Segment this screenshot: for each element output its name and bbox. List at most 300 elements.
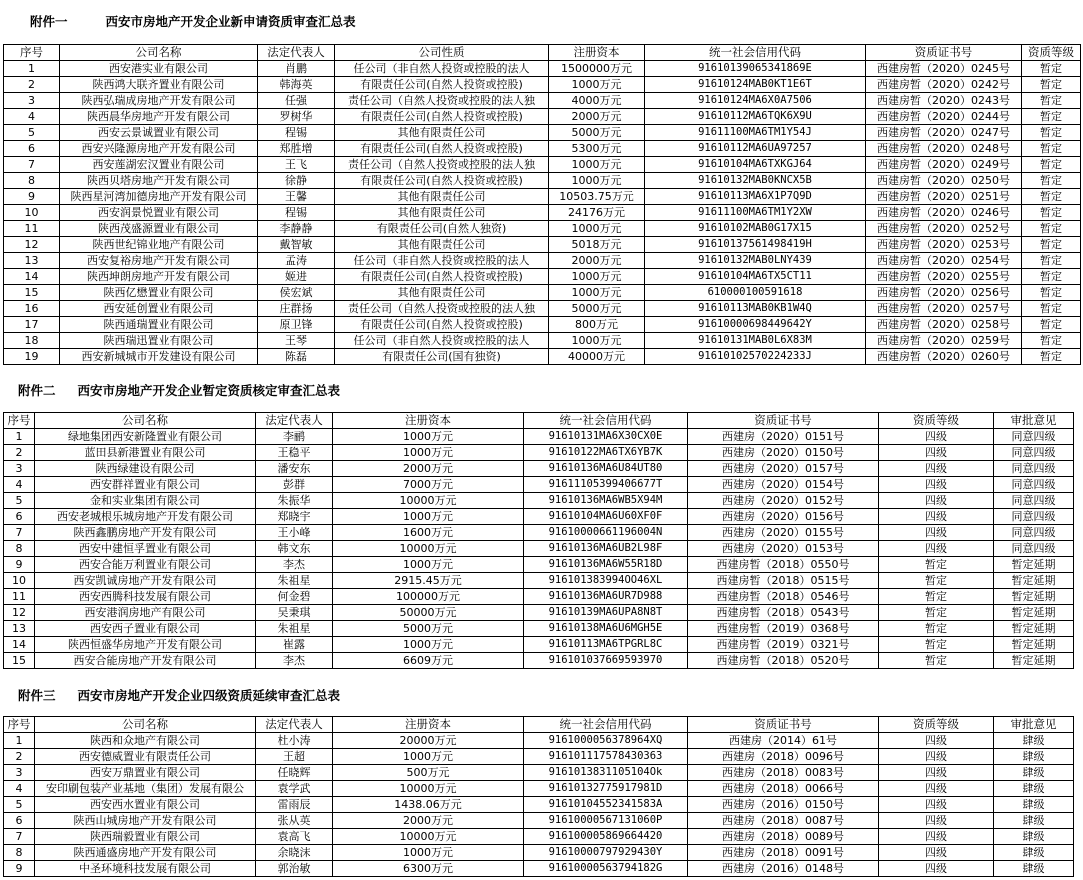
table-cell: 91610113MA6X1P7Q9D bbox=[645, 189, 866, 205]
table-cell: 四级 bbox=[879, 733, 994, 749]
table-cell: 任晓辉 bbox=[256, 765, 333, 781]
table-cell: 戴智敏 bbox=[258, 237, 335, 253]
column-header: 序号 bbox=[4, 45, 60, 61]
table-cell: 西安合能房地产开发有限公司 bbox=[35, 653, 256, 669]
table-cell: 陕西坤朗房地产开发有限公司 bbox=[60, 269, 258, 285]
table-cell: 王馨 bbox=[258, 189, 335, 205]
table-cell: 陕西茂盛源置业有限公司 bbox=[60, 221, 258, 237]
table-cell: 郑晓宇 bbox=[256, 509, 333, 525]
table-cell: 1438.06万元 bbox=[333, 797, 524, 813]
table-cell: 何金碧 bbox=[256, 589, 333, 605]
table-cell: 金和实业集团有限公司 bbox=[35, 493, 256, 509]
table-cell: 91610113MAB0KB1W4Q bbox=[645, 301, 866, 317]
table-cell: 24176万元 bbox=[549, 205, 645, 221]
table-cell: 陕西贝塔房地产开发有限公司 bbox=[60, 173, 258, 189]
table-cell: 西安港实业有限公司 bbox=[60, 61, 258, 77]
table-cell: 暂定 bbox=[1022, 141, 1081, 157]
table-row bbox=[4, 189, 1081, 205]
table-cell: 李杰 bbox=[256, 557, 333, 573]
table-row bbox=[4, 317, 1081, 333]
table-cell: 1000万元 bbox=[333, 429, 524, 445]
table-cell: 陕西绿建设有限公司 bbox=[35, 461, 256, 477]
table-cell: 安印刷包装产业基地（集团）发展有限公 bbox=[35, 781, 256, 797]
table-row bbox=[4, 445, 1074, 461]
column-header: 资质证书号 bbox=[688, 717, 879, 733]
table-cell: 4 bbox=[4, 781, 35, 797]
table-cell: 西安莲湖宏汉置业有限公司 bbox=[60, 157, 258, 173]
table-cell: 7 bbox=[4, 829, 35, 845]
table-cell: 91610000567131060P bbox=[524, 813, 688, 829]
table-cell: 韩文东 bbox=[256, 541, 333, 557]
table-cell: 2000万元 bbox=[333, 461, 524, 477]
table-cell: 李鹂 bbox=[256, 429, 333, 445]
table-row bbox=[4, 269, 1081, 285]
table-cell: 西建房（2018）0083号 bbox=[688, 765, 879, 781]
table-row bbox=[4, 93, 1081, 109]
column-header: 序号 bbox=[4, 413, 35, 429]
table-cell: 责任公司（自然人投资或控股的法人独 bbox=[335, 157, 549, 173]
table-cell: 任公司（非自然人投资或控股的法人 bbox=[335, 253, 549, 269]
table-row bbox=[4, 109, 1081, 125]
table-cell: 吴秉琪 bbox=[256, 605, 333, 621]
column-header: 资质证书号 bbox=[866, 45, 1022, 61]
table-cell: 9 bbox=[4, 557, 35, 573]
table-row bbox=[4, 205, 1081, 221]
table-cell: 西建房暂（2020）0243号 bbox=[866, 93, 1022, 109]
table-row bbox=[4, 141, 1081, 157]
table-cell: 19 bbox=[4, 349, 60, 365]
table-cell: 暂定 bbox=[1022, 77, 1081, 93]
table-row bbox=[4, 621, 1074, 637]
table-cell: 程锡 bbox=[258, 205, 335, 221]
table-cell: 4 bbox=[4, 477, 35, 493]
table-cell: 暂定延期 bbox=[994, 605, 1074, 621]
table-cell: 肆级 bbox=[994, 797, 1074, 813]
table-cell: 暂定 bbox=[1022, 301, 1081, 317]
table-row bbox=[4, 493, 1074, 509]
table-cell: 其他有限责任公司 bbox=[335, 237, 549, 253]
table-cell: 同意四级 bbox=[994, 509, 1074, 525]
table-cell: 西建房暂（2018）0550号 bbox=[688, 557, 879, 573]
table-cell: 四级 bbox=[879, 445, 994, 461]
table-cell: 1000万元 bbox=[549, 333, 645, 349]
table-cell: 西建房暂（2019）0368号 bbox=[688, 621, 879, 637]
table-cell: 500万元 bbox=[333, 765, 524, 781]
table-row bbox=[4, 861, 1074, 877]
table-cell: 91610137561498419H bbox=[645, 237, 866, 253]
table-cell: 91610000563794182G bbox=[524, 861, 688, 877]
column-header: 注册资本 bbox=[333, 413, 524, 429]
table-cell: 暂定 bbox=[1022, 189, 1081, 205]
table-cell: 暂定延期 bbox=[994, 637, 1074, 653]
table-cell: 5 bbox=[4, 125, 60, 141]
table-row bbox=[4, 829, 1074, 845]
provisional-verification-table bbox=[3, 412, 1074, 669]
table-cell: 西建房（2016）0148号 bbox=[688, 861, 879, 877]
table-cell: 四级 bbox=[879, 797, 994, 813]
table-cell: 四级 bbox=[879, 525, 994, 541]
table-cell: 四级 bbox=[879, 845, 994, 861]
table-cell: 15 bbox=[4, 653, 35, 669]
table-cell: 西建房（2020）0157号 bbox=[688, 461, 879, 477]
table-cell: 西安凯诚房地产开发有限公司 bbox=[35, 573, 256, 589]
table-cell: 西建房（2020）0155号 bbox=[688, 525, 879, 541]
table-cell: 蓝田县新港置业有限公司 bbox=[35, 445, 256, 461]
table-cell: 同意四级 bbox=[994, 541, 1074, 557]
table-cell: 8 bbox=[4, 173, 60, 189]
table-cell: 原卫锋 bbox=[258, 317, 335, 333]
table-cell: 10503.75万元 bbox=[549, 189, 645, 205]
table-cell: 10000万元 bbox=[333, 541, 524, 557]
table-row bbox=[4, 509, 1074, 525]
table-cell: 西建房暂（2020）0249号 bbox=[866, 157, 1022, 173]
table-row bbox=[4, 461, 1074, 477]
table-cell: 陈磊 bbox=[258, 349, 335, 365]
table-cell: 9 bbox=[4, 861, 35, 877]
table-cell: 1000万元 bbox=[549, 173, 645, 189]
table-cell: 暂定延期 bbox=[994, 573, 1074, 589]
column-header: 法定代表人 bbox=[258, 45, 335, 61]
table-cell: 5 bbox=[4, 493, 35, 509]
table-cell: 暂定延期 bbox=[994, 653, 1074, 669]
table-cell: 西建房暂（2020）0242号 bbox=[866, 77, 1022, 93]
table-cell: 四级 bbox=[879, 477, 994, 493]
table-cell: 朱祖星 bbox=[256, 573, 333, 589]
table-cell: 1000万元 bbox=[549, 77, 645, 93]
table-cell: 8 bbox=[4, 541, 35, 557]
table-row bbox=[4, 653, 1074, 669]
table-cell: 李杰 bbox=[256, 653, 333, 669]
table-cell: 1000万元 bbox=[333, 637, 524, 653]
table-cell: 1000万元 bbox=[333, 845, 524, 861]
table-cell: 朱振华 bbox=[256, 493, 333, 509]
table-cell: 西安老城根乐城房地产开发有限公司 bbox=[35, 509, 256, 525]
table-cell: 18 bbox=[4, 333, 60, 349]
table-cell: 暂定 bbox=[1022, 269, 1081, 285]
table-row bbox=[4, 749, 1074, 765]
table-row bbox=[4, 173, 1081, 189]
table-cell: 西安西子置业有限公司 bbox=[35, 621, 256, 637]
table-cell: 西建房（2020）0150号 bbox=[688, 445, 879, 461]
table-cell: 1000万元 bbox=[333, 509, 524, 525]
table-cell: 西建房暂（2020）0246号 bbox=[866, 205, 1022, 221]
table-cell: 中圣环境科技发展有限公司 bbox=[35, 861, 256, 877]
table-row bbox=[4, 525, 1074, 541]
table-cell: 暂定 bbox=[1022, 253, 1081, 269]
table-cell: 西建房（2020）0151号 bbox=[688, 429, 879, 445]
table-cell: 10 bbox=[4, 573, 35, 589]
table-cell: 王超 bbox=[256, 749, 333, 765]
header-row bbox=[4, 413, 1074, 429]
table-cell: 西建房（2018）0091号 bbox=[688, 845, 879, 861]
table-cell: 10000万元 bbox=[333, 781, 524, 797]
table-cell: 西建房暂（2020）0247号 bbox=[866, 125, 1022, 141]
table-cell: 暂定 bbox=[1022, 61, 1081, 77]
table-cell: 西建房暂（2020）0252号 bbox=[866, 221, 1022, 237]
table-cell: 肆级 bbox=[994, 845, 1074, 861]
table-cell: 2000万元 bbox=[549, 253, 645, 269]
table-cell: 暂定 bbox=[1022, 205, 1081, 221]
table-cell: 西安云景诚置业有限公司 bbox=[60, 125, 258, 141]
table-cell: 2915.45万元 bbox=[333, 573, 524, 589]
table-cell: 有限责任公司(自然人投资或控股) bbox=[335, 109, 549, 125]
table-cell: 西建房（2020）0152号 bbox=[688, 493, 879, 509]
table-cell: 1500000万元 bbox=[549, 61, 645, 77]
column-header: 统一社会信用代码 bbox=[645, 45, 866, 61]
table-cell: 肆级 bbox=[994, 829, 1074, 845]
table-cell: 西建房暂（2020）0254号 bbox=[866, 253, 1022, 269]
table-cell: 916100005869664420 bbox=[524, 829, 688, 845]
attachment-2-heading bbox=[18, 381, 340, 399]
table-cell: 91610136MA6UR7D988 bbox=[524, 589, 688, 605]
table-cell: 暂定 bbox=[1022, 173, 1081, 189]
table-cell: 同意四级 bbox=[994, 445, 1074, 461]
table-cell: 91610124MAB0KT1E6T bbox=[645, 77, 866, 93]
table-cell: 西安兴隆源房地产开发有限公司 bbox=[60, 141, 258, 157]
table-row bbox=[4, 221, 1081, 237]
table-cell: 暂定 bbox=[879, 653, 994, 669]
table-cell: 9161000056378964XQ bbox=[524, 733, 688, 749]
table-cell: 西建房暂（2020）0251号 bbox=[866, 189, 1022, 205]
table-cell: 916101117578430363 bbox=[524, 749, 688, 765]
table-cell: 5 bbox=[4, 797, 35, 813]
table-cell: 暂定 bbox=[1022, 349, 1081, 365]
table-cell: 91610113MA6TPGRL8C bbox=[524, 637, 688, 653]
table-cell: 肆级 bbox=[994, 861, 1074, 877]
table-cell: 西建房（2018）0089号 bbox=[688, 829, 879, 845]
table-cell: 西建房暂（2018）0520号 bbox=[688, 653, 879, 669]
table-cell: 西安复裕房地产开发有限公司 bbox=[60, 253, 258, 269]
table-cell: 4 bbox=[4, 109, 60, 125]
table-cell: 西建房（2018）0087号 bbox=[688, 813, 879, 829]
table-cell: 50000万元 bbox=[333, 605, 524, 621]
table-cell: 西安延创置业有限公司 bbox=[60, 301, 258, 317]
table-cell: 17 bbox=[4, 317, 60, 333]
table-cell: 5000万元 bbox=[549, 125, 645, 141]
table-cell: 1 bbox=[4, 733, 35, 749]
table-cell: 朱祖星 bbox=[256, 621, 333, 637]
table-cell: 91610131MAB0L6X83M bbox=[645, 333, 866, 349]
table-cell: 四级 bbox=[879, 781, 994, 797]
table-cell: 责任公司（自然人投资或控股的法人独 bbox=[335, 93, 549, 109]
attachment-3-title: 西安市房地产开发企业四级资质延续审查汇总表 bbox=[77, 688, 341, 703]
table-cell: 四级 bbox=[879, 509, 994, 525]
table-cell: 四级 bbox=[879, 765, 994, 781]
table-row bbox=[4, 733, 1074, 749]
table-row bbox=[4, 333, 1081, 349]
table-cell: 91610139MA6UPA8N8T bbox=[524, 605, 688, 621]
table-row bbox=[4, 813, 1074, 829]
table-row bbox=[4, 429, 1074, 445]
table-cell: 其他有限责任公司 bbox=[335, 125, 549, 141]
table-cell: 陕西瑞迅置业有限公司 bbox=[60, 333, 258, 349]
table-cell: 10 bbox=[4, 205, 60, 221]
table-cell: 陕西通盛房地产开发有限公司 bbox=[35, 845, 256, 861]
table-cell: 陕西恒盛华房地产开发有限公司 bbox=[35, 637, 256, 653]
table-row bbox=[4, 61, 1081, 77]
table-cell: 西建房暂（2020）0248号 bbox=[866, 141, 1022, 157]
table-cell: 西安万鼎置业有限公司 bbox=[35, 765, 256, 781]
table-cell: 西建房暂（2020）0258号 bbox=[866, 317, 1022, 333]
table-cell: 916101037669593970 bbox=[524, 653, 688, 669]
table-cell: 暂定 bbox=[1022, 157, 1081, 173]
table-cell: 绿地集团西安新隆置业有限公司 bbox=[35, 429, 256, 445]
table-cell: 15 bbox=[4, 285, 60, 301]
table-row bbox=[4, 285, 1081, 301]
table-cell: 6 bbox=[4, 141, 60, 157]
table-cell: 西安中建恒孚置业有限公司 bbox=[35, 541, 256, 557]
table-cell: 西安西水置业有限公司 bbox=[35, 797, 256, 813]
table-row bbox=[4, 765, 1074, 781]
table-cell: 陕西世纪锦业地产有限公司 bbox=[60, 237, 258, 253]
table-cell: 2000万元 bbox=[333, 813, 524, 829]
table-cell: 91610102570224233J bbox=[645, 349, 866, 365]
table-cell: 王小峰 bbox=[256, 525, 333, 541]
table-cell: 侯宏斌 bbox=[258, 285, 335, 301]
table-cell: 西安港润房地产有限公司 bbox=[35, 605, 256, 621]
table-cell: 5300万元 bbox=[549, 141, 645, 157]
table-cell: 同意四级 bbox=[994, 493, 1074, 509]
table-cell: 有限责任公司(自然人投资或控股) bbox=[335, 77, 549, 93]
table-cell: 91610136MA6WB5X94M bbox=[524, 493, 688, 509]
table-cell: 暂定 bbox=[1022, 333, 1081, 349]
table-cell: 四级 bbox=[879, 541, 994, 557]
table-cell: 12 bbox=[4, 605, 35, 621]
table-cell: 罗树华 bbox=[258, 109, 335, 125]
table-cell: 91610131MA6X30CX0E bbox=[524, 429, 688, 445]
table-cell: 肆级 bbox=[994, 733, 1074, 749]
table-cell: 陕西鑫鹏房地产开发有限公司 bbox=[35, 525, 256, 541]
column-header: 公司名称 bbox=[35, 413, 256, 429]
table-cell: 郑胜增 bbox=[258, 141, 335, 157]
table-row bbox=[4, 605, 1074, 621]
table-cell: 20000万元 bbox=[333, 733, 524, 749]
table-cell: 91610000661196004N bbox=[524, 525, 688, 541]
table-cell: 暂定延期 bbox=[994, 621, 1074, 637]
table-row bbox=[4, 349, 1081, 365]
table-cell: 91610104MA6U60XF0F bbox=[524, 509, 688, 525]
table-cell: 西建房（2020）0153号 bbox=[688, 541, 879, 557]
column-header: 法定代表人 bbox=[256, 717, 333, 733]
column-header: 公司性质 bbox=[335, 45, 549, 61]
table-cell: 1000万元 bbox=[549, 157, 645, 173]
table-cell: 西建房暂（2020）0259号 bbox=[866, 333, 1022, 349]
table-cell: 西建房（2020）0156号 bbox=[688, 509, 879, 525]
table-cell: 有限责任公司(自然人投资或控股) bbox=[335, 269, 549, 285]
table-cell: 91611105399406677T bbox=[524, 477, 688, 493]
table-cell: 3 bbox=[4, 93, 60, 109]
table-cell: 1000万元 bbox=[549, 285, 645, 301]
table-cell: 1000万元 bbox=[333, 749, 524, 765]
table-cell: 张从英 bbox=[256, 813, 333, 829]
table-cell: 任强 bbox=[258, 93, 335, 109]
table-row bbox=[4, 541, 1074, 557]
table-cell: 91610132775917981D bbox=[524, 781, 688, 797]
table-cell: 1000万元 bbox=[333, 557, 524, 573]
table-cell: 91610000698449642Y bbox=[645, 317, 866, 333]
table-cell: 91610138MA6U6MGH5E bbox=[524, 621, 688, 637]
table-cell: 余晓沫 bbox=[256, 845, 333, 861]
column-header: 注册资本 bbox=[333, 717, 524, 733]
table-cell: 8 bbox=[4, 845, 35, 861]
table-cell: 91610132MAB0KNCX5B bbox=[645, 173, 866, 189]
table-cell: 4000万元 bbox=[549, 93, 645, 109]
table-cell: 肖鹏 bbox=[258, 61, 335, 77]
table-cell: 6 bbox=[4, 509, 35, 525]
table-cell: 徐静 bbox=[258, 173, 335, 189]
attachment-1-number: 附件一 bbox=[30, 14, 68, 29]
table-cell: 袁学武 bbox=[256, 781, 333, 797]
table-cell: 暂定 bbox=[1022, 125, 1081, 141]
table-cell: 任公司（非自然人投资或控股的法人 bbox=[335, 61, 549, 77]
table-cell: 1600万元 bbox=[333, 525, 524, 541]
table-cell: 11 bbox=[4, 589, 35, 605]
table-cell: 3 bbox=[4, 461, 35, 477]
table-cell: 陕西晨华房地产开发有限公司 bbox=[60, 109, 258, 125]
table-cell: 91610124MA6X0A7506 bbox=[645, 93, 866, 109]
table-cell: 暂定 bbox=[879, 605, 994, 621]
table-cell: 四级 bbox=[879, 429, 994, 445]
column-header: 统一社会信用代码 bbox=[524, 717, 688, 733]
table-cell: 四级 bbox=[879, 461, 994, 477]
table-cell: 91610136MA6W55R18D bbox=[524, 557, 688, 573]
table-cell: 2 bbox=[4, 77, 60, 93]
table-cell: 陕西和众地产有限公司 bbox=[35, 733, 256, 749]
table-cell: 同意四级 bbox=[994, 477, 1074, 493]
table-cell: 西建房（2018）0096号 bbox=[688, 749, 879, 765]
table-row bbox=[4, 477, 1074, 493]
table-cell: 暂定 bbox=[879, 637, 994, 653]
table-cell: 西建房（2020）0154号 bbox=[688, 477, 879, 493]
column-header: 统一社会信用代码 bbox=[524, 413, 688, 429]
table-cell: 其他有限责任公司 bbox=[335, 205, 549, 221]
table-cell: 暂定 bbox=[1022, 109, 1081, 125]
table-cell: 10000万元 bbox=[333, 829, 524, 845]
level-four-renewal-table bbox=[3, 716, 1074, 877]
table-row bbox=[4, 301, 1081, 317]
table-cell: 王飞 bbox=[258, 157, 335, 173]
new-application-table bbox=[3, 44, 1081, 365]
table-cell: 同意四级 bbox=[994, 461, 1074, 477]
table-cell: 1 bbox=[4, 429, 35, 445]
column-header: 注册资本 bbox=[549, 45, 645, 61]
table-cell: 100000万元 bbox=[333, 589, 524, 605]
table-cell: 91610102MAB0G17X15 bbox=[645, 221, 866, 237]
table-cell: 陕西星河湾加德房地产开发有限公司 bbox=[60, 189, 258, 205]
table-cell: 6 bbox=[4, 813, 35, 829]
table-cell: 2 bbox=[4, 749, 35, 765]
table-cell: 91611100MA6TM1Y2XW bbox=[645, 205, 866, 221]
table-row bbox=[4, 237, 1081, 253]
attachment-1-heading bbox=[30, 12, 356, 30]
table-cell: 肆级 bbox=[994, 749, 1074, 765]
table-cell: 1000万元 bbox=[333, 445, 524, 461]
table-cell: 91610000797929430Y bbox=[524, 845, 688, 861]
table-cell: 杜小涛 bbox=[256, 733, 333, 749]
table-cell: 12 bbox=[4, 237, 60, 253]
table-cell: 西安新城城市开发建设有限公司 bbox=[60, 349, 258, 365]
table-cell: 陕西鸿大联齐置业有限公司 bbox=[60, 77, 258, 93]
table-cell: 暂定 bbox=[879, 589, 994, 605]
table-cell: 暂定 bbox=[1022, 221, 1081, 237]
table-cell: 西安合能万利置业有限公司 bbox=[35, 557, 256, 573]
table-cell: 西建房（2016）0150号 bbox=[688, 797, 879, 813]
table-cell: 王琴 bbox=[258, 333, 335, 349]
table-cell: 西建房暂（2018）0546号 bbox=[688, 589, 879, 605]
table-cell: 91610104MA6TX5CT11 bbox=[645, 269, 866, 285]
table-cell: 3 bbox=[4, 765, 35, 781]
table-cell: 四级 bbox=[879, 749, 994, 765]
